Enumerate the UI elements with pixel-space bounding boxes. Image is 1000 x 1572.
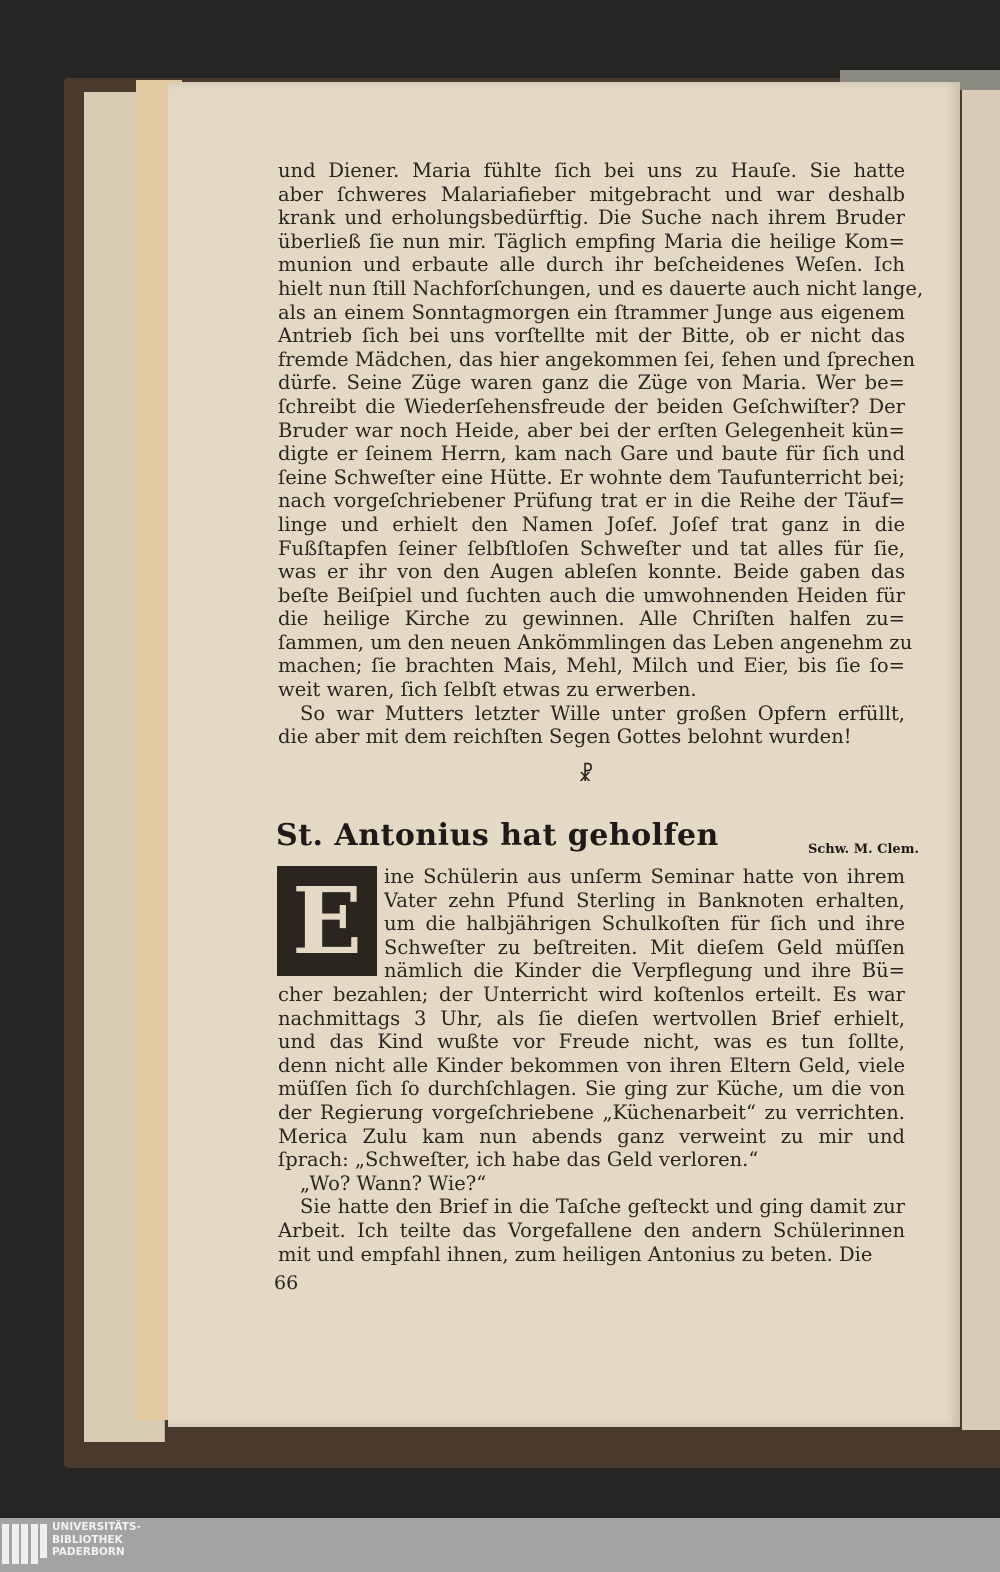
text-line: als an einem Sonntagmorgen ein ſtrammer Junge aus eigenem bbox=[278, 300, 905, 324]
article-body bbox=[278, 865, 905, 1266]
text-line: So war Mutters letzter Wille unter großen Opfern erfüllt, bbox=[300, 701, 905, 725]
text-line: nachmittags 3 Uhr, als ſie dieſen wertvollen Brief erhielt, bbox=[278, 1006, 905, 1030]
text-line: der Regierung vorgeſchriebene „Küchenarbeit“ zu verrichten. bbox=[278, 1100, 905, 1124]
text-line: Vater zehn Pfund Sterling in Banknoten erhalten, bbox=[384, 888, 905, 912]
text-line: beſte Beiſpiel und ſuchten auch die umwohnenden Heiden für bbox=[278, 583, 905, 607]
library-footer bbox=[0, 1518, 1000, 1572]
article-author: Schw. M. Clem. bbox=[808, 842, 919, 857]
text-line: machen; ſie brachten Mais, Mehl, Milch und Eier, bis ſie ſo= bbox=[278, 654, 905, 678]
text-line: mit und empfahl ihnen, zum heiligen Antonius zu beten. Die bbox=[278, 1242, 873, 1266]
text-line: Sie hatte den Brief in die Taſche geſteckt und ging damit zur bbox=[300, 1195, 905, 1219]
text-line: Bruder war noch Heide, aber bei der erſten Gelegenheit kün= bbox=[278, 418, 905, 442]
text-line: müſſen ſich ſo durchſchlagen. Sie ging zur Küche, um die von bbox=[278, 1077, 905, 1101]
text-line: munion und erbaute alle durch ihr beſcheidenes Weſen. Ich bbox=[278, 253, 905, 277]
logo-line: UNIVERSITÄTS- bbox=[52, 1521, 141, 1533]
text-line: „Wo? Wann? Wie?“ bbox=[300, 1171, 487, 1195]
article-title: St. Antonius hat geholfen bbox=[276, 818, 719, 853]
text-line: linge und erhielt den Namen Joſef. Joſef trat ganz in die bbox=[278, 512, 905, 536]
next-page-edge bbox=[962, 90, 1000, 1430]
text-line: überließ ſie nun mir. Täglich empfing Maria die heilige Kom= bbox=[278, 229, 905, 253]
page-number: 66 bbox=[274, 1272, 299, 1294]
text-line: um die halbjährigen Schulkoſten für ſich und ihre bbox=[384, 912, 905, 936]
text-line: fremde Mädchen, das hier angekommen ſei, ſehen und ſprechen bbox=[278, 347, 915, 371]
text-line: denn nicht alle Kinder bekommen von ihren Eltern Geld, viele bbox=[278, 1053, 905, 1077]
text-line: ſeine Schweſter eine Hütte. Er wohnte dem Taufunterricht bei; bbox=[278, 465, 905, 489]
text-line: ſprach: „Schweſter, ich habe das Geld verloren.“ bbox=[278, 1148, 759, 1172]
text-line: und das Kind wußte vor Freude nicht, was es tun ſollte, bbox=[278, 1030, 905, 1054]
text-line: Schweſter zu beſtreiten. Mit dieſem Geld müſſen bbox=[384, 935, 905, 959]
paragraph-continued bbox=[278, 159, 924, 749]
text-line: was er ihr von den Augen ableſen konnte. Beide gaben das bbox=[278, 560, 905, 584]
logo-line: BIBLIOTHEK bbox=[52, 1533, 123, 1546]
library-logo-text bbox=[52, 1521, 141, 1559]
text-line: dürfe. Seine Züge waren ganz die Züge von Maria. Wer be= bbox=[278, 371, 905, 395]
text-line: Merica Zulu kam nun abends ganz verweint zu mir und bbox=[278, 1124, 905, 1148]
text-line: nach vorgeſchriebener Prüfung trat er in die Reihe der Täuf= bbox=[278, 489, 905, 513]
text-line: Antrieb ſich bei uns vorſtellte mit der Bitte, ob er nicht das bbox=[278, 324, 905, 348]
text-line: cher bezahlen; der Unterricht wird koſtenlos erteilt. Es war bbox=[278, 982, 905, 1006]
text-line: ine Schülerin aus unſerm Seminar hatte von ihrem bbox=[384, 865, 905, 888]
text-line: aber ſchweres Malariafieber mitgebracht und war deshalb bbox=[278, 182, 905, 206]
text-line: die aber mit dem reichſten Segen Gottes belohnt wurden! bbox=[278, 725, 852, 749]
text-line: ſammen, um den neuen Ankömmlingen das Leben angenehm zu bbox=[278, 630, 913, 654]
drop-cap-letter: E bbox=[291, 867, 363, 975]
text-line: die heilige Kirche zu gewinnen. Alle Chriſten halfen zu= bbox=[278, 607, 905, 631]
text-line: digte er ſeinem Herrn, kam nach Gare und baute für ſich und bbox=[278, 442, 905, 466]
chi-rho-ornament: ☧ bbox=[578, 762, 594, 786]
text-line: Arbeit. Ich teilte das Vorgefallene den andern Schülerinnen bbox=[278, 1218, 905, 1242]
text-line: und Diener. Maria fühlte ſich bei uns zu Hauſe. Sie hatte bbox=[278, 159, 905, 182]
text-line: Fußſtapfen ſeiner ſelbſtloſen Schweſter und tat alles für ſie, bbox=[278, 536, 905, 560]
text-line: weit waren, ſich ſelbſt etwas zu erwerben. bbox=[278, 678, 697, 702]
text-line: nämlich die Kinder die Verpflegung und ihre Bü= bbox=[384, 959, 905, 983]
text-line: hielt nun ſtill Nachforſchungen, und es dauerte auch nicht lange, bbox=[278, 276, 924, 300]
text-line: krank und erholungsbedürftig. Die Suche nach ihrem Bruder bbox=[278, 206, 905, 230]
logo-line: PADERBORN bbox=[52, 1546, 125, 1558]
text-line: ſchreibt die Wiederſehensfreude der beiden Geſchwiſter? Der bbox=[278, 394, 905, 418]
